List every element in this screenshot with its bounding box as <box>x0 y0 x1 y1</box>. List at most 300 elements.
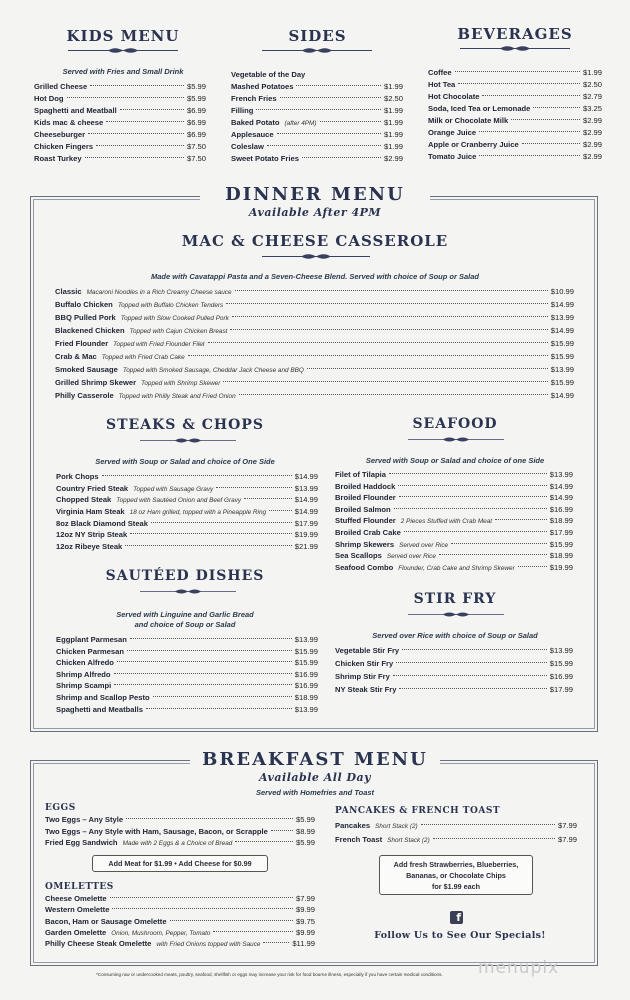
menu-item <box>56 680 318 692</box>
menu-item <box>56 494 318 506</box>
steaks-chops-title: STEAKS & CHOPS <box>106 417 264 433</box>
menu-item <box>56 646 318 658</box>
item-name: Chicken Parmesan <box>56 646 124 656</box>
item-price: $3.25 <box>582 104 602 113</box>
item-name: Philly Cheese Steak Omelette <box>45 939 152 949</box>
breakfast-menu-subtitle: Available All Day <box>258 771 372 784</box>
menu-item <box>34 129 206 141</box>
item-name: Vegetable of the Day <box>231 70 306 79</box>
ornament-divider <box>140 436 236 445</box>
dot-leader <box>230 329 547 330</box>
item-name: Chopped Steak <box>56 495 112 505</box>
menu-item <box>56 634 318 646</box>
item-name: Sea Scallops <box>335 551 382 561</box>
dot-leader <box>216 487 292 488</box>
menu-item <box>335 515 573 527</box>
item-price: $2.99 <box>582 140 602 149</box>
item-price: $19.99 <box>549 562 573 572</box>
item-price: $15.99 <box>550 378 574 387</box>
item-price: $10.99 <box>550 287 574 296</box>
menu-item <box>55 325 574 338</box>
sauteed-list <box>56 634 318 715</box>
item-price: $6.99 <box>186 130 206 139</box>
menu-item <box>34 117 206 129</box>
menu-item <box>335 658 573 671</box>
menu-item <box>231 105 403 117</box>
menu-item <box>335 645 573 658</box>
item-name: Virginia Ham Steak <box>56 507 125 517</box>
menu-item <box>56 669 318 681</box>
item-description: Topped with Fried Flounder Filet <box>113 341 205 348</box>
sauteed-dishes-title: SAUTÉED DISHES <box>105 568 265 584</box>
menu-item <box>231 129 403 141</box>
menu-item <box>45 814 315 826</box>
item-price: $9.99 <box>295 905 315 915</box>
item-name: Bacon, Ham or Sausage Omelette <box>45 916 167 926</box>
menu-item <box>45 938 315 949</box>
item-name: Spaghetti and Meatball <box>34 106 117 115</box>
menu-item <box>428 115 602 127</box>
item-name: Filling <box>231 106 254 115</box>
mac-cheese-title: MAC & CHEESE CASSEROLE <box>181 232 449 250</box>
item-name: Pork Chops <box>56 472 99 481</box>
eggs-addon-text: Add Meat for $1.99 • Add Cheese for $0.99 <box>108 859 252 868</box>
dot-leader <box>226 303 548 304</box>
item-price: $14.99 <box>294 495 318 505</box>
item-price: $13.99 <box>550 313 574 322</box>
item-price: $2.50 <box>582 80 602 89</box>
item-name: Spaghetti and Meatballs <box>56 704 143 714</box>
menu-item <box>45 837 315 849</box>
dot-leader <box>88 133 184 134</box>
menu-item <box>428 91 602 103</box>
beverages-title: BEVERAGES <box>457 25 573 43</box>
menu-item <box>55 338 574 351</box>
item-name: Smoked Sausage <box>55 365 118 374</box>
item-price: $17.99 <box>549 527 573 537</box>
item-price: $14.99 <box>550 300 574 309</box>
item-name: Coffee <box>428 68 452 77</box>
item-price: $5.99 <box>295 815 315 824</box>
item-price: $13.99 <box>294 483 318 493</box>
beverages-list <box>428 67 602 163</box>
food-safety-disclaimer: *Consuming raw or undercooked meats, poultry, seafood, shellfish or eggs may increase your risk for food bourne illness, especially if you have certain medical conditions. <box>96 972 443 977</box>
item-name: Shrimp and Scallop Pesto <box>56 692 150 702</box>
dot-leader <box>127 650 292 651</box>
item-description: Topped with Sautéed Onion and Beef Gravy <box>116 497 242 505</box>
item-description: 18 oz Ham grilled, topped with a Pineapple Ring <box>129 509 267 517</box>
item-name: Shrimp Skewers <box>335 539 395 549</box>
item-name: Grilled Cheese <box>34 82 88 91</box>
item-price: $7.99 <box>557 821 577 830</box>
dot-leader <box>235 290 548 291</box>
pancakes-title: PANCAKES & FRENCH TOAST <box>335 806 501 816</box>
item-name: Broiled Flounder <box>335 493 396 503</box>
item-name: Roast Turkey <box>34 154 82 163</box>
steaks-chops-subtitle: Served with Soup or Salad and choice of One Side <box>95 457 275 466</box>
item-name: Shrimp Stir Fry <box>335 672 390 681</box>
dinner-menu-subtitle: Available After 4PM <box>248 206 382 219</box>
menu-item <box>335 527 573 539</box>
dot-leader <box>399 496 547 497</box>
dot-leader <box>208 342 548 343</box>
item-name: Tomato Juice <box>428 152 477 161</box>
item-name: Chicken Stir Fry <box>335 659 394 668</box>
item-name: Hot Dog <box>34 94 64 103</box>
dot-leader <box>112 908 293 909</box>
dot-leader <box>404 531 547 532</box>
dot-leader <box>151 522 292 523</box>
dot-leader <box>533 107 580 108</box>
stir-fry-title: STIR FRY <box>413 591 497 607</box>
omelettes-title: OMELETTES <box>45 882 114 892</box>
dot-leader <box>389 473 547 474</box>
dot-leader <box>85 157 184 158</box>
item-description: Topped with Smoked Sausage, Cheddar Jack Cheese and BBQ <box>122 367 304 374</box>
menu-item <box>45 826 315 838</box>
item-price: $1.99 <box>582 68 602 77</box>
menu-item <box>335 562 573 574</box>
item-price: $15.99 <box>294 646 318 656</box>
pancakes-addon-line-1: Add fresh Strawberries, Blueberries, <box>393 860 519 869</box>
item-price: $13.99 <box>294 704 318 714</box>
dot-leader <box>518 566 547 567</box>
item-price: $1.99 <box>383 106 403 115</box>
item-price: $17.99 <box>549 685 573 694</box>
kids-menu-title: KIDS MENU <box>66 27 180 45</box>
dot-leader <box>232 316 548 317</box>
menu-item <box>56 692 318 704</box>
menu-item <box>428 127 602 139</box>
menu-item <box>34 153 206 165</box>
item-price: $1.99 <box>383 142 403 151</box>
dot-leader <box>67 97 184 98</box>
dot-leader <box>522 143 580 144</box>
dot-leader <box>280 97 381 98</box>
item-name: Applesauce <box>231 130 274 139</box>
item-price: $17.99 <box>294 518 318 528</box>
item-price: $14.99 <box>549 493 573 503</box>
item-name: 12oz NY Strip Steak <box>56 530 128 540</box>
menu-item <box>231 93 403 105</box>
dot-leader <box>239 394 548 395</box>
menu-item <box>335 820 577 834</box>
menu-item <box>428 151 602 163</box>
item-price: $16.99 <box>549 504 573 514</box>
item-price: $18.99 <box>549 516 573 526</box>
item-price: $15.99 <box>549 659 573 668</box>
dot-leader <box>479 155 580 156</box>
item-description: Topped with Buffalo Chicken Tenders <box>117 302 224 309</box>
menu-item <box>231 141 403 153</box>
sides-list <box>231 69 403 165</box>
item-description: Topped with Cajun Chicken Breast <box>129 328 228 335</box>
menu-item <box>231 81 403 93</box>
menu-item <box>335 504 573 516</box>
pancakes-addon-line-3: for $1.99 each <box>432 882 480 891</box>
menu-item <box>56 657 318 669</box>
item-price: $9.75 <box>295 916 315 926</box>
dot-leader <box>256 109 381 110</box>
item-name: Stuffed Flounder <box>335 516 396 526</box>
item-price: $18.99 <box>549 551 573 561</box>
item-name: Western Omelette <box>45 905 110 915</box>
dot-leader <box>114 673 292 674</box>
item-price: $19.99 <box>294 530 318 540</box>
dot-leader <box>90 85 184 86</box>
sides-title: SIDES <box>288 27 347 45</box>
item-name: Cheeseburger <box>34 130 86 139</box>
item-description: Served over Rice <box>399 541 449 549</box>
menu-item <box>335 671 573 684</box>
stir-fry-list <box>335 645 573 697</box>
dot-leader <box>302 157 381 158</box>
dot-leader <box>394 508 547 509</box>
item-name: Vegetable Stir Fry <box>335 646 400 655</box>
item-description: Macaroni Noodles in a Rich Creamy Cheese sauce <box>86 289 232 296</box>
stir-fry-subtitle: Served over Rice with choice of Soup or Salad <box>372 631 538 640</box>
menu-item <box>55 351 574 364</box>
item-name: Milk or Chocolate Milk <box>428 116 509 125</box>
item-price: $14.99 <box>294 507 318 517</box>
item-name: Shrimp Alfredo <box>56 669 111 679</box>
menu-item <box>45 916 315 927</box>
dot-leader <box>296 85 381 86</box>
item-name: Fried Flounder <box>55 339 109 348</box>
item-price: $6.99 <box>186 118 206 127</box>
pancakes-addon-line-2: Bananas, or Chocolate Chips <box>406 871 506 880</box>
menu-item <box>56 541 318 553</box>
dot-leader <box>223 381 547 382</box>
dot-leader <box>106 121 184 122</box>
item-name: Garden Omelette <box>45 927 107 937</box>
item-price: $13.99 <box>550 365 574 374</box>
item-name: Buffalo Chicken <box>55 300 113 309</box>
menu-item <box>335 492 573 504</box>
item-name: Apple or Cranberry Juice <box>428 140 519 149</box>
menu-item <box>55 364 574 377</box>
item-name: Classic <box>55 287 82 296</box>
item-price: $2.99 <box>582 152 602 161</box>
item-price: $21.99 <box>294 542 318 552</box>
menu-item <box>335 550 573 562</box>
dot-leader <box>235 841 293 842</box>
item-price: $7.50 <box>186 142 206 151</box>
breakfast-menu-title: BREAKFAST MENU <box>190 749 440 770</box>
item-price: $14.99 <box>550 326 574 335</box>
item-name: Kids mac & cheese <box>34 118 104 127</box>
item-description: (after 4PM) <box>284 120 317 127</box>
dot-leader <box>458 83 580 84</box>
dot-leader <box>130 638 292 639</box>
menu-item <box>56 483 318 495</box>
item-description: Flounder, Crab Cake and Shrimp Skewer <box>398 564 515 572</box>
menu-item <box>335 834 577 848</box>
item-price: $14.99 <box>294 472 318 481</box>
item-price: $2.79 <box>582 92 602 101</box>
item-price: $5.99 <box>186 82 206 91</box>
item-name: Soda, Iced Tea or Lemonade <box>428 104 531 113</box>
item-name: Chicken Fingers <box>34 142 94 151</box>
facebook-icon[interactable]: f <box>450 911 463 924</box>
omelettes-list <box>45 893 315 949</box>
dot-leader <box>96 145 184 146</box>
menu-item <box>56 529 318 541</box>
item-price: $15.99 <box>550 352 574 361</box>
menu-item <box>56 704 318 716</box>
item-name: Orange Juice <box>428 128 477 137</box>
ornament-divider <box>408 435 504 444</box>
item-name: Filet of Tilapia <box>335 470 386 479</box>
menu-item <box>56 506 318 518</box>
item-name: Two Eggs – Any Style with Ham, Sausage, Bacon, or Scrapple <box>45 826 268 836</box>
pancakes-addon-box <box>379 855 533 895</box>
dinner-menu-title: DINNER MENU <box>200 184 430 205</box>
menu-item <box>55 312 574 325</box>
item-name: Broiled Crab Cake <box>335 527 401 537</box>
dot-leader <box>271 830 293 831</box>
item-name: Hot Chocolate <box>428 92 480 101</box>
menu-item <box>231 69 403 81</box>
item-price: $5.99 <box>295 838 315 847</box>
item-price: $16.99 <box>294 669 318 679</box>
dot-leader <box>269 510 292 511</box>
menu-item <box>34 141 206 153</box>
dot-leader <box>244 498 292 499</box>
dot-leader <box>421 824 555 825</box>
dot-leader <box>146 708 292 709</box>
menu-item <box>428 103 602 115</box>
kids-list <box>34 81 206 165</box>
item-price: $18.99 <box>294 692 318 702</box>
item-price: $13.99 <box>294 635 318 644</box>
item-price: $7.99 <box>295 894 315 903</box>
item-price: $16.99 <box>294 681 318 691</box>
menu-item <box>55 377 574 390</box>
item-name: French Toast <box>335 835 383 844</box>
item-name: BBQ Pulled Pork <box>55 313 116 322</box>
item-description: with Fried Onions topped with Sauce <box>156 941 261 949</box>
menu-item <box>428 67 602 79</box>
ornament-divider <box>408 610 504 619</box>
dot-leader <box>170 920 293 921</box>
item-price: $2.99 <box>582 116 602 125</box>
item-description: Topped with Fried Crab Cake <box>101 354 185 361</box>
dot-leader <box>277 133 381 134</box>
item-price: $13.99 <box>549 646 573 655</box>
item-description: Made with 2 Eggs & a Choice of Bread <box>122 840 233 847</box>
menu-item <box>231 117 403 129</box>
dot-leader <box>495 519 547 520</box>
dot-leader <box>102 475 292 476</box>
item-name: NY Steak Stir Fry <box>335 685 397 694</box>
item-name: Baked Potato <box>231 118 280 127</box>
dot-leader <box>396 662 547 663</box>
dot-leader <box>126 818 293 819</box>
dot-leader <box>439 554 547 555</box>
item-price: $1.99 <box>383 118 403 127</box>
item-price: $1.99 <box>383 82 403 91</box>
breakfast-served-note: Served with Homefries and Toast <box>255 788 375 797</box>
item-name: Hot Tea <box>428 80 456 89</box>
item-name: Mashed Potatoes <box>231 82 294 91</box>
menu-item <box>56 518 318 530</box>
sauteed-subtitle-2: and choice of Soup or Salad <box>134 620 236 629</box>
item-price: $15.99 <box>550 339 574 348</box>
menu-item <box>55 299 574 312</box>
dot-leader <box>125 545 291 546</box>
menu-item <box>55 286 574 299</box>
item-price: $2.99 <box>383 154 403 163</box>
ornament-divider <box>68 46 178 55</box>
item-price: $9.99 <box>295 927 315 937</box>
dot-leader <box>117 661 292 662</box>
dot-leader <box>433 838 555 839</box>
mac-cheese-list <box>55 286 574 403</box>
item-description: Short Stack (2) <box>387 837 430 844</box>
menu-item <box>428 79 602 91</box>
item-price: $7.99 <box>557 835 577 844</box>
menu-item <box>335 481 573 493</box>
item-price: $14.99 <box>549 481 573 491</box>
item-description: Topped with Sausage Gravy <box>133 485 214 493</box>
item-price: $2.99 <box>582 128 602 137</box>
item-name: Cheese Omelette <box>45 894 107 903</box>
dot-leader <box>511 119 580 120</box>
dot-leader <box>213 931 293 932</box>
menu-item <box>45 904 315 915</box>
item-description: Topped with Slow Cooked Pulled Pork <box>120 315 229 322</box>
item-name: Fried Egg Sandwich <box>45 838 118 847</box>
eggs-title: EGGS <box>45 803 76 813</box>
item-name: Sweet Potato Fries <box>231 154 299 163</box>
item-name: 8oz Black Diamond Steak <box>56 518 149 528</box>
menu-item <box>428 139 602 151</box>
menu-item <box>335 469 573 481</box>
item-price: $5.99 <box>186 94 206 103</box>
ornament-divider <box>262 252 370 261</box>
dot-leader <box>130 533 292 534</box>
dot-leader <box>320 121 381 122</box>
dot-leader <box>393 675 547 676</box>
menupix-watermark: menupix <box>478 958 560 978</box>
item-name: Coleslaw <box>231 142 264 151</box>
seafood-subtitle: Served with Soup or Salad and choice of one Side <box>365 456 545 465</box>
item-price: $6.99 <box>186 106 206 115</box>
dot-leader <box>307 368 548 369</box>
item-name: Two Eggs – Any Style <box>45 815 124 824</box>
dot-leader <box>110 897 293 898</box>
follow-us-text: Follow Us to See Our Specials! <box>374 930 546 941</box>
item-description: 2 Pieces Stuffed with Crab Meat <box>400 518 493 526</box>
item-name: Country Fried Steak <box>56 483 129 493</box>
item-price: $8.99 <box>295 826 315 836</box>
item-price: $1.99 <box>383 130 403 139</box>
pancakes-list <box>335 820 577 848</box>
item-price: $15.99 <box>294 658 318 668</box>
dot-leader <box>263 942 289 943</box>
item-name: Shrimp Scampi <box>56 681 112 691</box>
item-name: Seafood Combo <box>335 562 394 572</box>
eggs-addon-box <box>92 855 268 872</box>
dot-leader <box>402 649 547 650</box>
sauteed-subtitle-1: Served with Linguine and Garlic Bread <box>116 610 254 619</box>
item-name: Broiled Salmon <box>335 504 391 514</box>
item-description: Short Stack (2) <box>375 823 418 830</box>
menu-item <box>335 684 573 697</box>
menu-item <box>55 390 574 403</box>
menu-item <box>335 539 573 551</box>
